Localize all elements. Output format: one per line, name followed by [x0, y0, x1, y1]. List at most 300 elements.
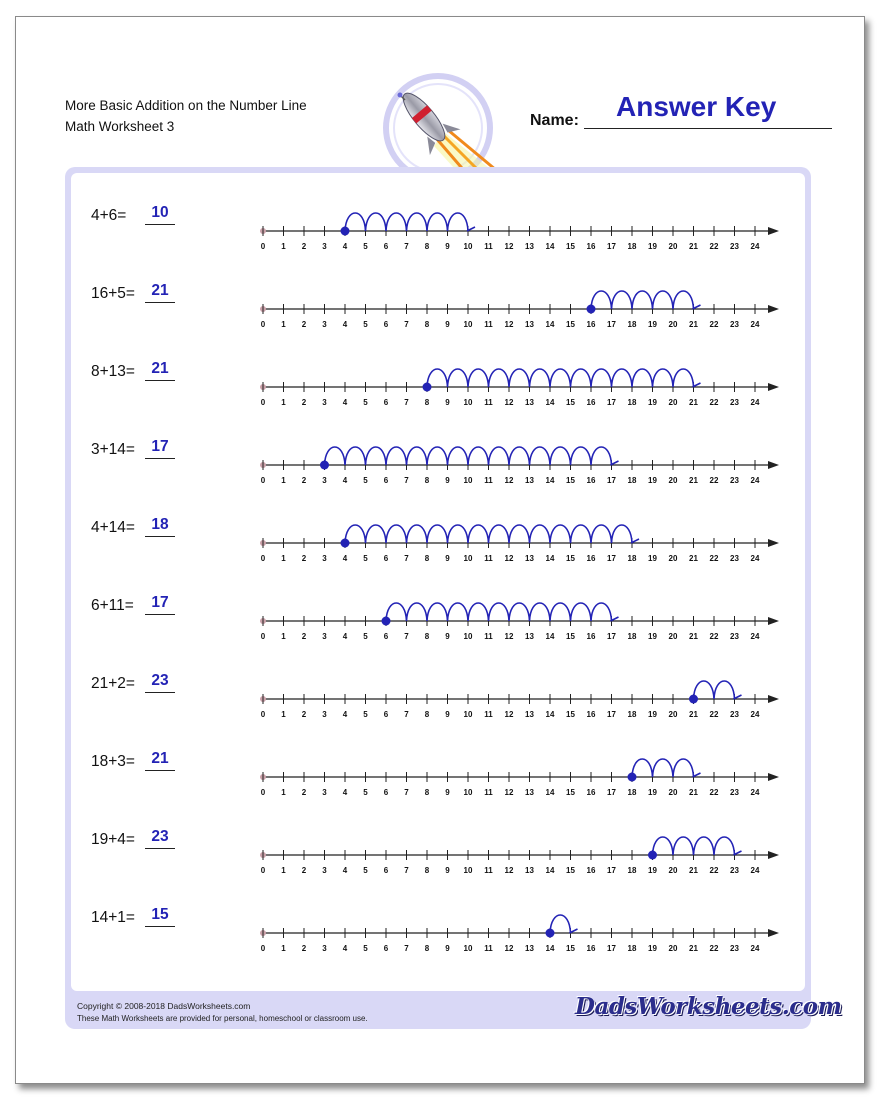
tick-label: 7 [404, 632, 409, 641]
tick-label: 10 [463, 476, 473, 485]
tick-label: 7 [404, 788, 409, 797]
tick-label: 23 [730, 632, 739, 641]
problem-expression: 14+1= [91, 909, 135, 926]
jump-arcs [632, 759, 694, 777]
tick-label: 3 [322, 944, 327, 953]
tick-label: 20 [668, 398, 678, 407]
tick-label: 4 [342, 554, 348, 563]
tick-label: 16 [586, 242, 596, 251]
tick-label: 6 [383, 476, 389, 485]
tick-label: 13 [525, 554, 534, 563]
tick-label: 8 [424, 632, 430, 641]
tick-label: 20 [668, 788, 678, 797]
tick-label: 10 [463, 398, 473, 407]
tick-label: 7 [404, 944, 409, 953]
tick-label: 4 [342, 242, 348, 251]
arrow-head [768, 617, 779, 625]
start-dot [382, 617, 391, 626]
tick-label: 9 [445, 632, 450, 641]
tick-label: 9 [445, 476, 450, 485]
tick-label: 2 [301, 710, 307, 719]
tick-label: 17 [607, 242, 616, 251]
tick-label: 20 [668, 866, 678, 875]
number-line [251, 497, 781, 569]
tick-label: 1 [281, 554, 286, 563]
tick-label: 14 [545, 320, 555, 329]
tick-label: 16 [586, 476, 596, 485]
tick-label: 23 [730, 944, 739, 953]
tick-label: 0 [260, 554, 266, 563]
tick-label: 8 [424, 944, 430, 953]
tick-label: 21 [689, 710, 698, 719]
jump-arcs [325, 447, 612, 465]
tick-label: 6 [383, 866, 389, 875]
tick-label: 15 [566, 788, 575, 797]
problem-row [71, 575, 805, 641]
tick-label: 5 [363, 476, 368, 485]
tick-label: 21 [689, 398, 698, 407]
tick-label: 10 [463, 554, 473, 563]
number-line [251, 341, 781, 413]
tick-label: 0 [260, 476, 266, 485]
tick-label: 23 [730, 476, 739, 485]
tick-label: 19 [648, 866, 657, 875]
tick-label: 16 [586, 320, 596, 329]
tick-label: 23 [730, 320, 739, 329]
tick-label: 16 [586, 866, 596, 875]
tick-label: 4 [342, 866, 348, 875]
start-dot [546, 929, 555, 938]
tick-label: 6 [383, 710, 389, 719]
tick-label: 9 [445, 398, 450, 407]
tick-label: 20 [668, 554, 678, 563]
tick-label: 8 [424, 242, 430, 251]
brand-logo: DadsWorksheets.com [575, 993, 842, 1020]
tick-label: 22 [709, 242, 719, 251]
tick-label: 3 [322, 710, 327, 719]
tick-label: 2 [301, 866, 307, 875]
tick-label: 1 [281, 866, 286, 875]
tick-label: 12 [504, 320, 514, 329]
tick-label: 24 [750, 710, 760, 719]
tick-label: 22 [709, 554, 719, 563]
problem-row [71, 419, 805, 485]
tick-label: 7 [404, 242, 409, 251]
tick-label: 13 [525, 944, 534, 953]
tick-label: 19 [648, 242, 657, 251]
arrow-head [768, 695, 779, 703]
answer-value: 10 [145, 204, 175, 225]
tick-label: 3 [322, 866, 327, 875]
tick-label: 11 [484, 866, 493, 875]
tick-label: 13 [525, 398, 534, 407]
tick-label: 8 [424, 866, 430, 875]
tick-label: 21 [689, 788, 698, 797]
answer-value: 17 [145, 438, 175, 459]
tick-label: 5 [363, 398, 368, 407]
tick-label: 15 [566, 476, 575, 485]
start-dot [320, 461, 329, 470]
tick-label: 2 [301, 476, 307, 485]
jump-arcs [653, 837, 735, 855]
answer-value: 21 [145, 750, 175, 771]
tick-label: 23 [730, 398, 739, 407]
tick-label: 19 [648, 632, 657, 641]
tick-label: 2 [301, 320, 307, 329]
tick-label: 10 [463, 242, 473, 251]
worksheet-page [15, 16, 865, 1084]
tick-label: 18 [627, 788, 637, 797]
tick-label: 15 [566, 944, 575, 953]
tick-label: 13 [525, 710, 534, 719]
arrow-head [768, 851, 779, 859]
tick-label: 6 [383, 788, 389, 797]
problem-expression: 6+11= [91, 597, 134, 614]
tick-label: 21 [689, 476, 698, 485]
problem-row [71, 185, 805, 251]
tick-label: 7 [404, 710, 409, 719]
name-field-line [584, 128, 832, 129]
tick-label: 6 [383, 944, 389, 953]
problems-area [71, 173, 805, 991]
tick-label: 4 [342, 476, 348, 485]
tick-label: 17 [607, 554, 616, 563]
tick-label: 10 [463, 632, 473, 641]
tick-label: 10 [463, 866, 473, 875]
tick-label: 13 [525, 866, 534, 875]
tick-label: 20 [668, 476, 678, 485]
tick-label: 6 [383, 242, 389, 251]
tick-label: 3 [322, 320, 327, 329]
problem-expression: 18+3= [91, 753, 135, 770]
start-dot [628, 773, 637, 782]
start-dot [341, 227, 350, 236]
problem-expression: 19+4= [91, 831, 135, 848]
tick-label: 18 [627, 476, 637, 485]
tick-label: 9 [445, 944, 450, 953]
tick-label: 11 [484, 944, 493, 953]
tick-label: 17 [607, 944, 616, 953]
tick-label: 11 [484, 554, 493, 563]
tick-label: 15 [566, 710, 575, 719]
answer-value: 21 [145, 282, 175, 303]
tick-label: 14 [545, 944, 555, 953]
tick-label: 13 [525, 476, 534, 485]
arrow-head [768, 227, 779, 235]
tick-label: 15 [566, 320, 575, 329]
name-label: Name: [530, 112, 579, 129]
start-dot [423, 383, 432, 392]
tick-label: 10 [463, 710, 473, 719]
tick-label: 3 [322, 398, 327, 407]
tick-label: 1 [281, 632, 286, 641]
tick-label: 5 [363, 710, 368, 719]
tick-label: 12 [504, 554, 514, 563]
tick-label: 5 [363, 944, 368, 953]
problem-row [71, 263, 805, 329]
tick-label: 3 [322, 554, 327, 563]
tick-label: 12 [504, 866, 514, 875]
tick-label: 5 [363, 242, 368, 251]
tick-label: 4 [342, 944, 348, 953]
tick-label: 2 [301, 554, 307, 563]
tick-label: 7 [404, 866, 409, 875]
tick-label: 5 [363, 632, 368, 641]
tick-label: 14 [545, 710, 555, 719]
tick-label: 12 [504, 944, 514, 953]
tick-label: 0 [260, 866, 266, 875]
tick-label: 9 [445, 710, 450, 719]
tick-label: 24 [750, 788, 760, 797]
tick-label: 19 [648, 398, 657, 407]
tick-label: 2 [301, 788, 307, 797]
tick-label: 2 [301, 398, 307, 407]
tick-label: 5 [363, 554, 368, 563]
tick-label: 6 [383, 398, 389, 407]
start-dot [689, 695, 698, 704]
usage-note: These Math Worksheets are provided for personal, homeschool or classroom use. [77, 1014, 368, 1023]
tick-label: 20 [668, 320, 678, 329]
tick-label: 16 [586, 944, 596, 953]
tick-label: 0 [260, 320, 266, 329]
tick-label: 2 [301, 944, 307, 953]
tick-label: 24 [750, 632, 760, 641]
tick-label: 8 [424, 788, 430, 797]
tick-label: 21 [689, 554, 698, 563]
tick-label: 22 [709, 944, 719, 953]
tick-label: 4 [342, 788, 348, 797]
tick-label: 11 [484, 476, 493, 485]
tick-label: 1 [281, 710, 286, 719]
tick-label: 13 [525, 788, 534, 797]
tick-label: 10 [463, 944, 473, 953]
tick-label: 7 [404, 476, 409, 485]
arrow-head [768, 461, 779, 469]
arrow-head [768, 539, 779, 547]
problem-row [71, 887, 805, 953]
tick-label: 3 [322, 632, 327, 641]
answer-value: 21 [145, 360, 175, 381]
tick-label: 10 [463, 788, 473, 797]
copyright-text: Copyright © 2008-2018 DadsWorksheets.com [77, 1001, 251, 1011]
tick-label: 13 [525, 632, 534, 641]
answer-value: 17 [145, 594, 175, 615]
tick-label: 1 [281, 398, 286, 407]
tick-label: 14 [545, 554, 555, 563]
tick-label: 19 [648, 944, 657, 953]
tick-label: 8 [424, 476, 430, 485]
tick-label: 17 [607, 632, 616, 641]
tick-label: 18 [627, 632, 637, 641]
tick-label: 9 [445, 320, 450, 329]
tick-label: 23 [730, 710, 739, 719]
tick-label: 15 [566, 398, 575, 407]
tick-label: 1 [281, 242, 286, 251]
number-line [251, 653, 781, 725]
tick-label: 22 [709, 710, 719, 719]
problem-row [71, 497, 805, 563]
tick-label: 2 [301, 242, 307, 251]
tick-label: 21 [689, 242, 698, 251]
tick-label: 0 [260, 242, 266, 251]
tick-label: 8 [424, 554, 430, 563]
worksheet-subtitle: Math Worksheet 3 [65, 119, 175, 134]
tick-label: 4 [342, 320, 348, 329]
tick-label: 21 [689, 866, 698, 875]
tick-label: 22 [709, 632, 719, 641]
tick-label: 3 [322, 476, 327, 485]
tick-label: 17 [607, 398, 616, 407]
tick-label: 16 [586, 710, 596, 719]
answer-value: 23 [145, 672, 175, 693]
problem-expression: 21+2= [91, 675, 135, 692]
tick-label: 4 [342, 710, 348, 719]
tick-label: 19 [648, 476, 657, 485]
tick-label: 0 [260, 788, 266, 797]
tick-label: 1 [281, 788, 286, 797]
tick-label: 1 [281, 320, 286, 329]
tick-label: 18 [627, 710, 637, 719]
tick-label: 14 [545, 632, 555, 641]
number-line [251, 419, 781, 491]
tick-label: 23 [730, 554, 739, 563]
tick-label: 22 [709, 476, 719, 485]
tick-label: 16 [586, 788, 596, 797]
problem-expression: 16+5= [91, 285, 135, 302]
answer-key-text: Answer Key [616, 91, 777, 122]
tick-label: 24 [750, 320, 760, 329]
tick-label: 13 [525, 242, 534, 251]
jump-arcs [591, 291, 694, 309]
tick-label: 12 [504, 632, 514, 641]
tick-label: 16 [586, 398, 596, 407]
tick-label: 4 [342, 632, 348, 641]
tick-label: 19 [648, 320, 657, 329]
problem-row [71, 809, 805, 875]
tick-label: 9 [445, 788, 450, 797]
tick-label: 14 [545, 788, 555, 797]
tick-label: 24 [750, 398, 760, 407]
tick-label: 11 [484, 788, 493, 797]
answer-value: 23 [145, 828, 175, 849]
tick-label: 23 [730, 242, 739, 251]
problem-row [71, 653, 805, 719]
number-line [251, 809, 781, 881]
tick-label: 19 [648, 788, 657, 797]
tick-label: 6 [383, 320, 389, 329]
tick-label: 4 [342, 398, 348, 407]
arrow-head [768, 383, 779, 391]
start-dot [648, 851, 657, 860]
problem-expression: 4+6= [91, 207, 127, 224]
tick-label: 1 [281, 476, 286, 485]
tick-label: 9 [445, 866, 450, 875]
tick-label: 12 [504, 242, 514, 251]
tick-label: 18 [627, 320, 637, 329]
number-line [251, 731, 781, 803]
tick-label: 14 [545, 476, 555, 485]
start-dot [341, 539, 350, 548]
tick-label: 24 [750, 554, 760, 563]
problem-expression: 3+14= [91, 441, 135, 458]
tick-label: 17 [607, 476, 616, 485]
tick-label: 18 [627, 242, 637, 251]
tick-label: 24 [750, 944, 760, 953]
jump-arcs [694, 681, 735, 699]
tick-label: 8 [424, 710, 430, 719]
problems-panel [65, 167, 842, 1029]
tick-label: 8 [424, 398, 430, 407]
tick-label: 7 [404, 320, 409, 329]
tick-label: 5 [363, 788, 368, 797]
arrow-head [768, 773, 779, 781]
tick-label: 24 [750, 866, 760, 875]
tick-label: 24 [750, 242, 760, 251]
tick-label: 9 [445, 242, 450, 251]
tick-label: 15 [566, 866, 575, 875]
tick-label: 3 [322, 788, 327, 797]
jump-arcs [427, 369, 694, 387]
tick-label: 5 [363, 866, 368, 875]
jump-arcs [386, 603, 612, 621]
tick-label: 0 [260, 944, 266, 953]
tick-label: 23 [730, 788, 739, 797]
tick-label: 17 [607, 788, 616, 797]
tick-label: 0 [260, 398, 266, 407]
worksheet-title: More Basic Addition on the Number Line [65, 98, 307, 113]
tick-label: 11 [484, 710, 493, 719]
tick-label: 0 [260, 710, 266, 719]
tick-label: 12 [504, 398, 514, 407]
tick-label: 7 [404, 398, 409, 407]
tick-label: 11 [484, 398, 493, 407]
arrow-head [768, 929, 779, 937]
number-line [251, 575, 781, 647]
tick-label: 14 [545, 866, 555, 875]
tick-label: 15 [566, 632, 575, 641]
tick-label: 21 [689, 320, 698, 329]
tick-label: 3 [322, 242, 327, 251]
number-line [251, 263, 781, 335]
tick-label: 19 [648, 554, 657, 563]
tick-label: 21 [689, 944, 698, 953]
tick-label: 11 [484, 320, 493, 329]
tick-label: 5 [363, 320, 368, 329]
tick-label: 15 [566, 242, 575, 251]
tick-label: 20 [668, 242, 678, 251]
tick-label: 16 [586, 554, 596, 563]
tick-label: 12 [504, 788, 514, 797]
tick-label: 6 [383, 632, 389, 641]
tick-label: 11 [484, 242, 493, 251]
tick-label: 20 [668, 710, 678, 719]
tick-label: 20 [668, 632, 678, 641]
tick-label: 13 [525, 320, 534, 329]
problem-row [71, 731, 805, 797]
tick-label: 12 [504, 710, 514, 719]
tick-label: 12 [504, 476, 514, 485]
tick-label: 18 [627, 866, 637, 875]
answer-value: 18 [145, 516, 175, 537]
tick-label: 22 [709, 320, 719, 329]
problem-row [71, 341, 805, 407]
tick-label: 22 [709, 866, 719, 875]
problem-expression: 8+13= [91, 363, 135, 380]
tick-label: 17 [607, 320, 616, 329]
answer-value: 15 [145, 906, 175, 927]
number-line [251, 887, 781, 959]
tick-label: 24 [750, 476, 760, 485]
